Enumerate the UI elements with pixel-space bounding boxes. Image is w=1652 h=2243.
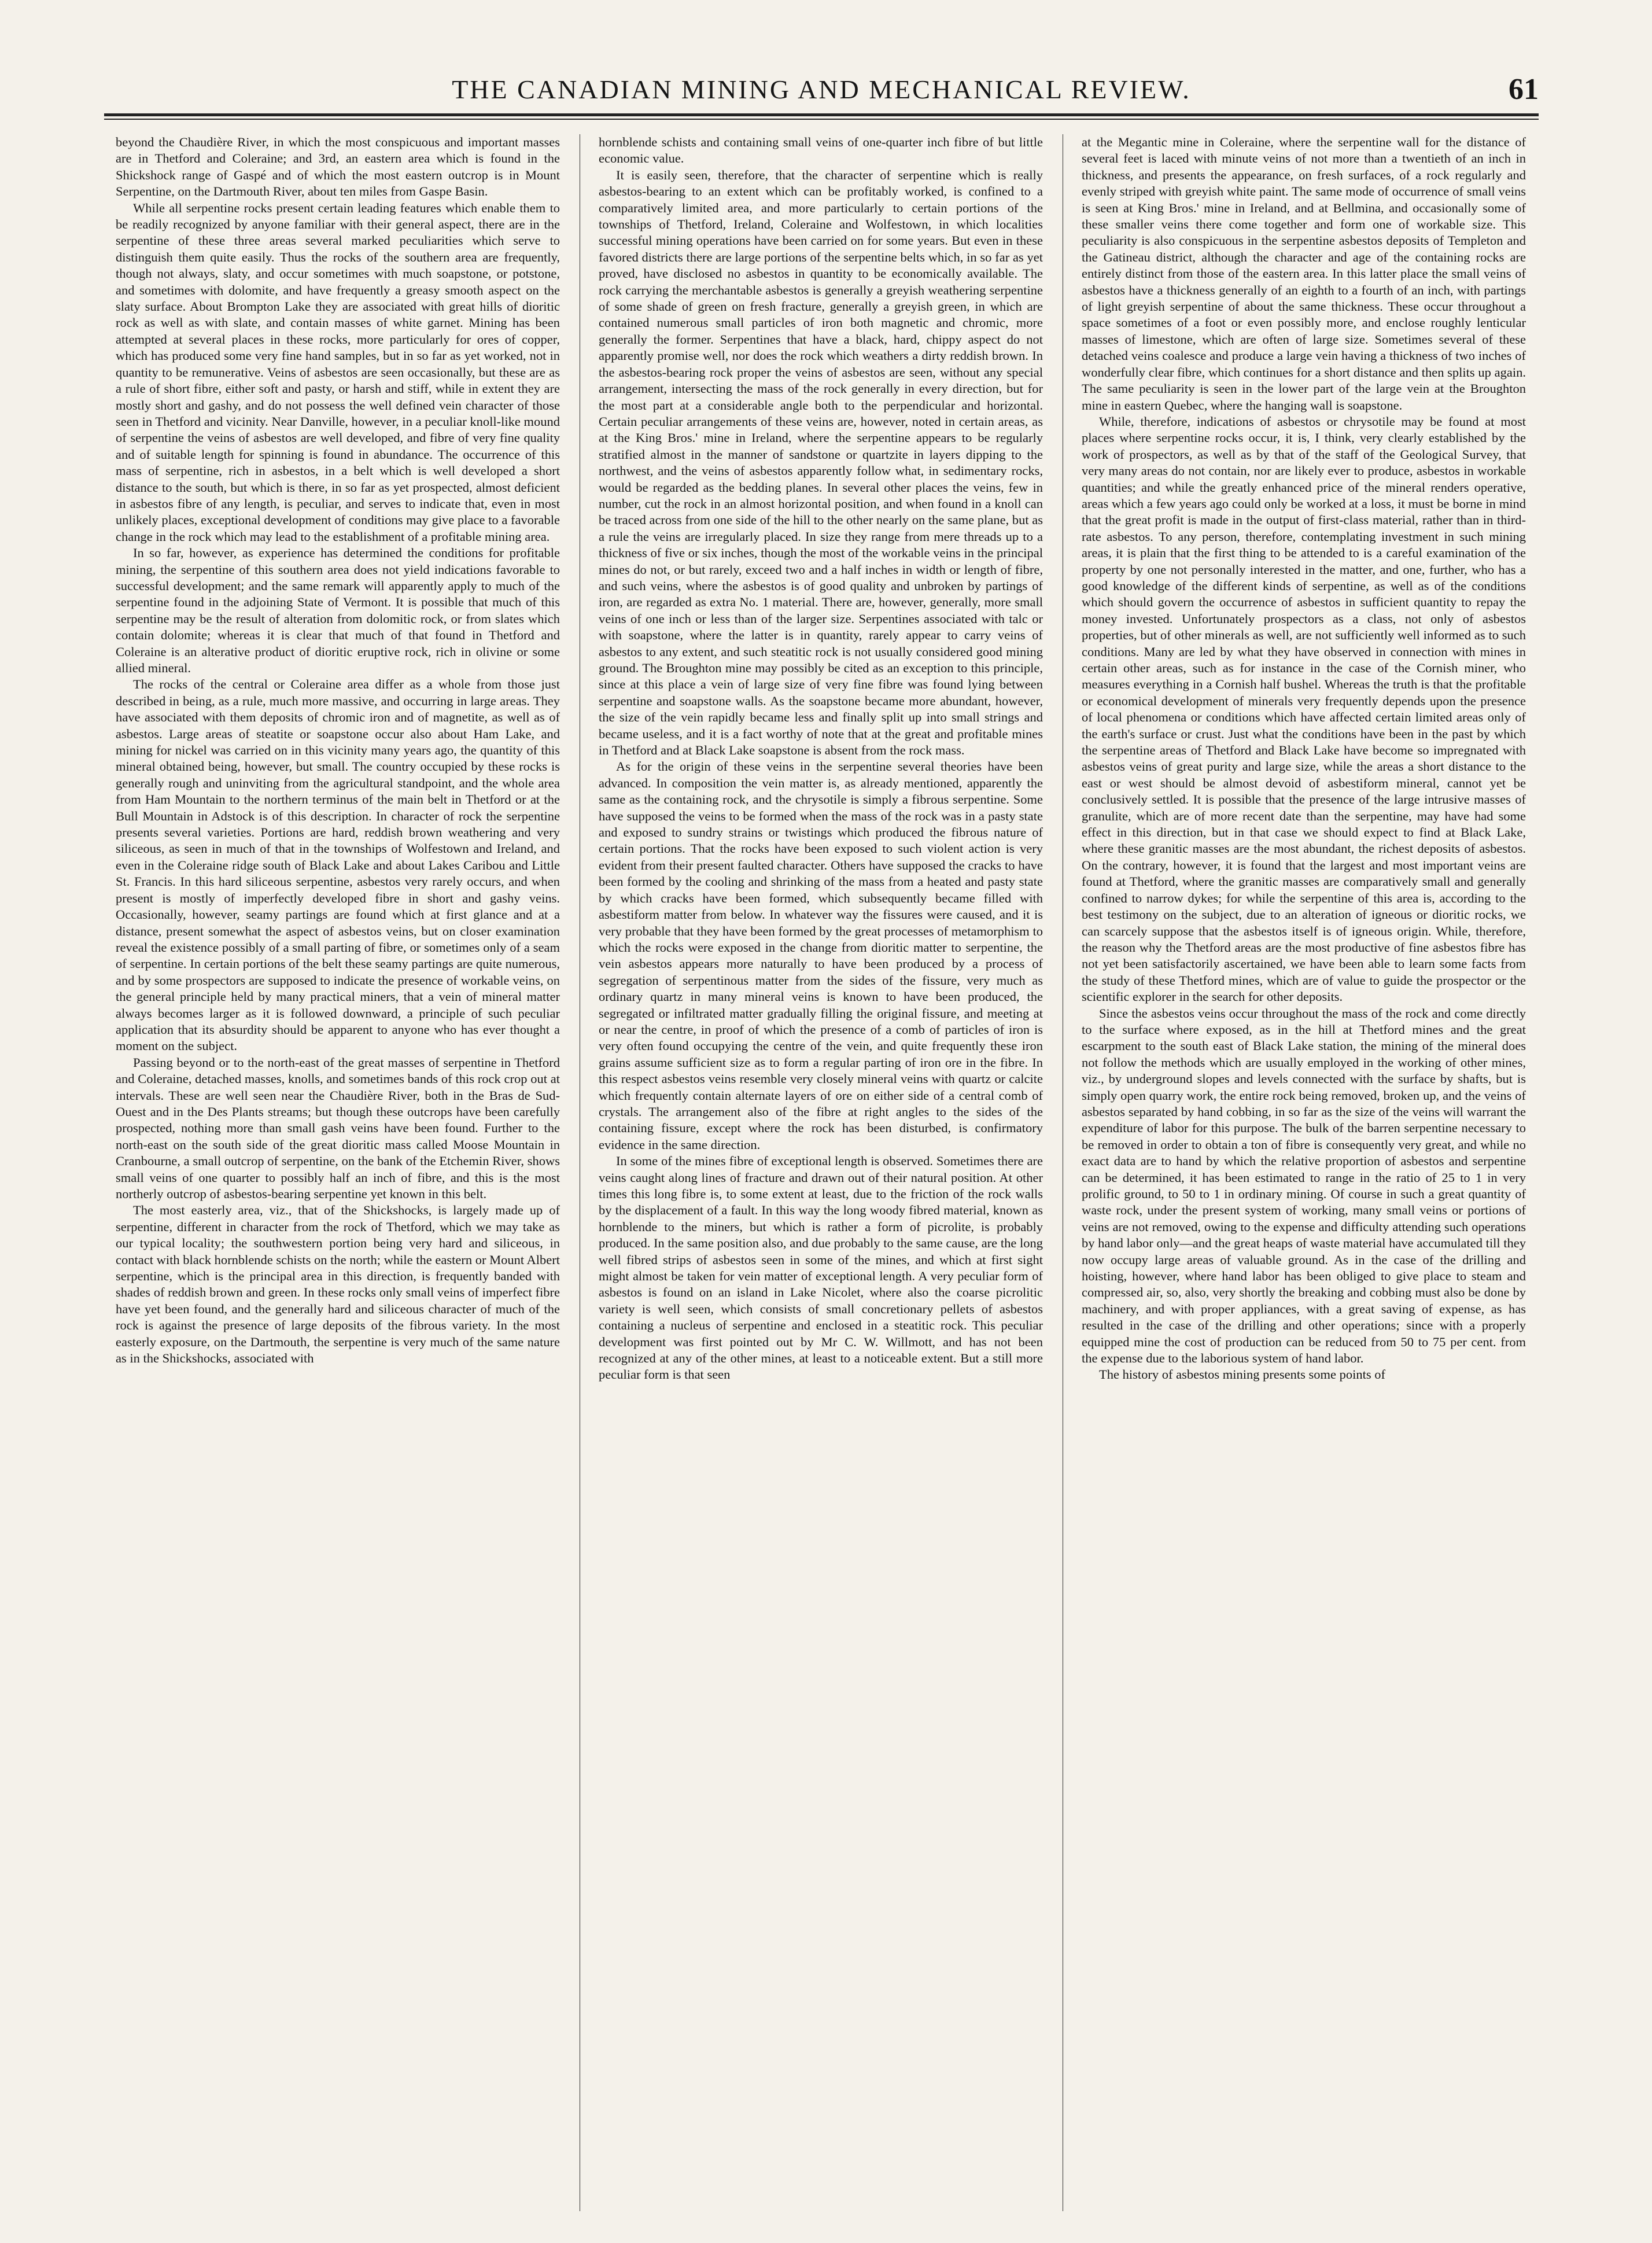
paragraph: While all serpentine rocks present certain leading features which enable them to be readily recognized by anyone familiar with their general aspect, there are in the serpentine of these three areas several marked peculiarities which serve to distinguish them quite easily. Thus the rocks of the southern area are frequently, though not always, slaty, and occur sometimes with much soapstone, or potstone, and sometimes with dolomite, and have frequently a greasy smooth aspect on the slaty surface. About Brompton Lake they are associated with great hills of dioritic rock as well as with slate, and contain masses of white garnet. Mining has been attempted at several places in these rocks, more particularly for ores of copper, which has produced some very fine hand samples, but in so far as yet worked, not in quantity to be remunerative. Veins of asbestos are seen occasionally, but these are as a rule of short fibre, either soft and pasty, or harsh and stiff, while in extent they are mostly short and gashy, and do not possess the well defined vein character of those seen in Thetford and vicinity. Near Danville, however, in a peculiar knoll-like mound of serpentine the veins of asbestos are well developed, and fibre of very fine quality and of suitable length for spinning is found in abundance. The occurrence of this mass of serpentine, rich in asbestos, in a belt which is well developed a short distance to the south, but which is there, in so far as yet prospected, almost deficient in asbestos fibre of any length, is peculiar, and serves to indicate that, even in most unlikely places, exceptional development of conditions may give place to a favorable change in the rock which may lead to the establishment of a profitable mining area. [116, 200, 560, 544]
paragraph: As for the origin of these veins in the serpentine several theories have been advanced. In composition the vein matter is, as already mentioned, apparently the same as the containing rock, and the chrysotile is simply a fibrous serpentine. Some have supposed the veins to be formed when the mass of the rock was in a pasty state and exposed to sundry strains or twistings which produced the fibrous nature of certain portions. That the rocks have been exposed to such violent action is very evident from their present faulted character. Others have supposed the cracks to have been formed by the cooling and shrinking of the mass from a heated and pasty state by which cracks have been formed, which subsequently became filled with asbestiform matter from below. In whatever way the fissures were caused, and it is very probable that they have been formed by the great processes of metamorphism to which the rocks were exposed in the change from dioritic matter to serpentine, the vein asbestos appears more naturally to have been produced by a process of segregation of serpentinous matter from the sides of the fissure, very much as ordinary quartz in many mineral veins is known to have been produced, the segregated or infiltrated matter gradually filling the original fissure, and meeting at or near the centre, in proof of which the presence of a comb of particles of iron is very often found occupying the centre of the vein, and quite frequently these iron grains assume sufficient size as to form a regular parting of iron ore in the fibre. In this respect asbestos veins resemble very closely mineral veins with quartz or calcite which frequently contain alternate layers of ore on either side of a central comb of crystals. The arrangement also of the fibre at right angles to the sides of the containing fissure, except where the rock has been disturbed, is confirmatory evidence in the same direction. [599, 759, 1043, 1152]
text-column-2 [599, 134, 1043, 2217]
paragraph: It is easily seen, therefore, that the character of serpentine which is really asbestos-bearing to an extent which can be profitably worked, is confined to a comparatively limited area, and more particularly to certain portions of the townships of Thetford, Ireland, Coleraine and Wolfestown, in which localities successful mining operations have been carried on for some years. But even in these favored districts there are large portions of the serpentine belts which, in so far as yet proved, have disclosed no asbestos in quantity to be economically available. The rock carrying the merchantable asbestos is generally a greyish weathering serpentine of some shade of green on fresh fracture, generally a greyish green, in which are contained numerous small particles of iron both magnetic and chromic, more generally the former. Serpentines that have a black, hard, chippy aspect do not apparently promise well, nor does the rock which weathers a dirty reddish brown. In the asbestos-bearing rock proper the veins of asbestos are seen, without any special arrangement, intersecting the mass of the rock generally in every direction, but for the most part at a considerable angle both to the perpendicular and horizontal. Certain peculiar arrangements of these veins are, however, noted in certain areas, as at the King Bros.' mine in Ireland, where the serpentine appears to be regularly stratified almost in the manner of sandstone or quartzite in layers dipping to the northwest, and the veins of asbestos apparently follow what, in sedimentary rocks, would be regarded as the bedding planes. In several other places the veins, few in number, cut the rock in an almost horizontal position, and when found in a knoll can be traced across from one side of the hill to the other nearly on the same plane, but as a rule the veins are irregularly placed. In size they range from mere threads up to a thickness of five or six inches, though the most of the workable veins in the principal mines do not, or but rarely, exceed two and a half inches in width or length of fibre, and such veins, where the asbestos is of good quality and unbroken by partings of iron, are regarded as extra No. 1 material. There are, however, generally, more small veins of one inch or less than of the larger size. Serpentines associated with talc or with soapstone, where the latter is in quantity, rarely appear to carry veins of asbestos to any extent, and such steatitic rock is not usually considered good mining ground. The Broughton mine may possibly be cited as an exception to this principle, since at this place a vein of large size of very fine fibre was found lying between serpentine and soapstone walls. As the soapstone became more abundant, however, the size of the vein rapidly became less and finally split up into small strings and became useless, and it is a fact worthy of note that at the great and profitable mines in Thetford and at Black Lake soapstone is absent from the rock mass. [599, 167, 1043, 758]
paragraph: at the Megantic mine in Coleraine, where the serpentine wall for the distance of several feet is laced with minute veins of not more than a twentieth of an inch in thickness, and presents the appearance, on fresh surfaces, of a rock regularly and evenly striped with greyish white paint. The same mode of occurrence of small veins is seen at King Bros.' mine in Ireland, and at Bellmina, and occasionally some of these smaller veins there come together and form one of workable size. This peculiarity is also conspicuous in the serpentine asbestos deposits of Templeton and the Gatineau district, although the character and age of the containing rocks are entirely distinct from those of the eastern area. In this latter place the small veins of asbestos have a thickness generally of an eighth to a fourth of an inch, with partings of light greyish serpentine of about the same thickness. These occur throughout a space sometimes of a foot or even possibly more, and enclose roughly lenticular masses of limestone, which are often of large size. Sometimes several of these detached veins coalesce and produce a large vein having a thickness of two inches of wonderfully clear fibre, which continues for a short distance and then splits up again. The same peculiarity is seen in the lower part of the large vein at the Broughton mine in eastern Quebec, where the hanging wall is soapstone. [1082, 135, 1526, 412]
paragraph: The most easterly area, viz., that of the Shickshocks, is largely made up of serpentine, different in character from the rock of Thetford, which we may take as our typical locality; the southwestern portion being very hard and siliceous, in contact with black hornblende schists on the north; while the eastern or Mount Albert serpentine, which is the principal area in this direction, is frequently banded with shades of reddish brown and green. In these rocks only small veins of imperfect fibre have yet been found, and the generally hard and siliceous character of much of the rock is against the presence of large deposits of the fibrous variety. In the most easterly exposure, on the Dartmouth, the serpentine is very much of the same nature as in the Shickshocks, associated with [116, 1203, 560, 1366]
paragraph: beyond the Chaudière River, in which the most conspicuous and important masses are in Thetford and Coleraine; and 3rd, an eastern area which is found in the Shickshock range of Gaspé and of which the most eastern outcrop is in Mount Serpentine, on the Dartmouth River, about ten miles from Gaspe Basin. [116, 135, 560, 199]
paragraph: The rocks of the central or Coleraine area differ as a whole from those just described in being, as a rule, much more massive, and occurring in large areas. They have associated with them deposits of chromic iron and of magnetite, as well as of asbestos. Large areas of steatite or soapstone occur also about Ham Lake, and mining for nickel was carried on in this vicinity many years ago, the quantity of this mineral obtained being, however, but small. The country occupied by these rocks is generally rough and uninviting from the agricultural standpoint, and the whole area from Ham Mountain to the northern terminus of the main belt in Thetford or at the Bull Mountain in Adstock is of this description. In character of rock the serpentine presents several varieties. Portions are hard, reddish brown weathering and very siliceous, as seen in much of that in the townships of Wolfestown and Ireland, and even in the Coleraine ridge south of Black Lake and about Lakes Caribou and Little St. Francis. In this hard siliceous serpentine, asbestos very rarely occurs, and when present is mostly of imperfectly developed fibre in short and gashy veins. Occasionally, however, seamy partings are found which at first glance and at a distance, present somewhat the aspect of asbestos veins, but on closer examination reveal the existence possibly of a small parting of fibre, or sometimes only of a seam of serpentine. In certain portions of the belt these seamy partings are quite numerous, and by some prospectors are supposed to indicate the presence of workable veins, on the general principle held by many practical miners, that a vein of mineral matter always becomes larger as it is followed downward, a principle of such peculiar application that its absurdity should be apparent to anyone who has ever thought a moment on the subject. [116, 677, 560, 1054]
paragraph: In some of the mines fibre of exceptional length is observed. Sometimes there are veins caught along lines of fracture and drawn out of their natural position. At other times this long fibre is, to some extent at least, due to the friction of the rock walls by the displacement of a fault. In this way the long woody fibred material, known as hornblende to the miners, but which is rather a form of picrolite, is probably produced. In the same position also, and due probably to the same cause, are the long well fibred strips of asbestos seen in some of the mines, and which at first sight might almost be taken for vein matter of exceptional length. A very peculiar form of asbestos is found on an island in Lake Nicolet, where also the coarse picrolitic variety is well seen, which consists of small concretionary pellets of asbestos containing a nucleus of serpentine and enclosed in a steatitic rock. This peculiar development was first pointed out by Mr C. W. Willmott, and has not been recognized at any of the other mines, at least to a noticeable extent. But a still more peculiar form is that seen [599, 1154, 1043, 1382]
paragraph: Passing beyond or to the north-east of the great masses of serpentine in Thetford and Coleraine, detached masses, knolls, and sometimes bands of this rock crop out at intervals. These are well seen near the Chaudière River, both in the Bras de Sud-Ouest and in the Des Plants streams; but though these outcrops have been carefully prospected, nothing more than small gash veins have been found. Further to the north-east on the south side of the great dioritic mass called Moose Mountain in Cranbourne, a small outcrop of serpentine, on the bank of the Etchemin River, shows small veins of one quarter to possibly half an inch of fibre, and this is the most northerly outcrop of asbestos-bearing serpentine yet known in this belt. [116, 1055, 560, 1201]
paragraph: The history of asbestos mining presents some points of [1099, 1367, 1385, 1382]
header-rule [104, 113, 1539, 116]
page-number: 61 [1509, 73, 1539, 106]
text-column-3 [1082, 134, 1526, 2217]
paragraph: Since the asbestos veins occur throughout the mass of the rock and come directly to the surface where exposed, as in the hill at Thetford mines and the great escarpment to the south east of Black Lake station, the mining of the mineral does not follow the methods which are usually employed in the working of other mines, viz., by underground slopes and levels connected with the surface by shafts, but is simply open quarry work, the entire rock being removed, broken up, and the veins of asbestos separated by hand cobbing, in so far as the size of the veins will warrant the expenditure of labor for this purpose. The bulk of the barren serpentine necessary to be removed in order to obtain a ton of fibre is consequently very great, and while no exact data are to hand by which the relative proportion of asbestos and serpentine can be determined, it has been estimated to range in the ratio of 25 to 1 in very prolific ground, to 50 to 1 in ordinary mining. Of course in such a great quantity of waste rock, under the present system of working, many small veins or portions of veins are not removed, owing to the expense and difficulty attending such operations by hand labor only—and the great heaps of waste material have accumulated till they now occupy large areas of valuable ground. As in the case of the drilling and hoisting, however, where hand labor has been obliged to give place to steam and compressed air, so, also, very shortly the breaking and cobbing must also be done by machinery, and with proper appliances, with a great saving of expense, as has resulted in the case of the drilling and other operations; since with a properly equipped mine the cost of production can be reduced from 50 to 75 per cent. from the expense due to the laborious system of hand labor. [1082, 1006, 1526, 1366]
paragraph: While, therefore, indications of asbestos or chrysotile may be found at most places where serpentine rocks occur, it is, I think, very clearly established by the work of prospectors, as well as by that of the staff of the Geological Survey, that very many areas do not contain, nor are likely ever to produce, asbestos in workable quantities; and while the greatly enhanced price of the mineral renders operative, areas which a few years ago could only be worked at a loss, it must be borne in mind that the great profit is made in the output of first-class material, rather than in third-rate asbestos. To any person, therefore, contemplating investment in such mining areas, it is plain that the first thing to be attended to is a careful examination of the property by one not personally interested in the matter, and one, further, who has a good knowledge of the different kinds of serpentine, as well as of the conditions which should govern the occurrence of asbestos in sufficient quantity to repay the money invested. Unfortunately prospectors as a class, not only of asbestos properties, but of other minerals as well, are not sufficiently well informed as to such conditions. Many are led by what they have observed in connection with mines in certain other areas, such as for instance in the case of the Cornish miner, who measures everything in a Cornish half bushel. Whereas the truth is that the profitable or economical development of minerals very frequently depends upon the presence of local phenomena or conditions which have affected certain limited areas only of the earth's surface or crust. Just what the conditions have been in the past by which the serpentine areas of Thetford and Black Lake have become so impregnated with asbestos veins of great purity and large size, while the areas a short distance to the east or west should be almost devoid of asbestiform mineral, cannot yet be conclusively settled. It is possible that the presence of the large intrusive masses of granulite, which are of more recent date than the serpentine, may have had some effect in this direction, but in that case we should expect to find at Black Lake, where these granitic masses are the most abundant, the richest deposits of asbestos. On the contrary, however, it is found that the largest and most important veins are found at Thetford, where the granitic masses are comparatively small and generally confined to narrow dykes; for while the serpentine of this area is, according to the best testimony on the subject, due to an alteration of igneous or dioritic rocks, we can scarcely suppose that the asbestos itself is of igneous origin. While, therefore, the reason why the Thetford areas are the most productive of fine asbestos fibre has not yet been satisfactorily ascertained, we have been able to learn some facts from the study of these Thetford mines, which are of value to guide the prospector or the scientific explorer in the search for other deposits. [1082, 414, 1526, 1004]
journal-title: THE CANADIAN MINING AND MECHANICAL REVIEW. [452, 75, 1191, 104]
header-rule-thin [104, 119, 1539, 120]
text-column-1 [116, 134, 560, 2217]
paragraph: hornblende schists and containing small veins of one-quarter inch fibre of but little economic value. [599, 135, 1043, 166]
page-header [104, 72, 1539, 113]
paragraph: In so far, however, as experience has determined the conditions for profitable mining, the serpentine of this southern area does not yield indications favorable to successful development; and the same remark will apparently apply to much of the serpentine found in the adjoining State of Vermont. It is possible that much of this serpentine may be the result of alteration from dolomitic rock, or from slates which contain dolomite; whereas it is clear that much of that found in Thetford and Coleraine is an alterative product of dioritic eruptive rock, rich in olivine or some allied mineral. [116, 546, 560, 675]
